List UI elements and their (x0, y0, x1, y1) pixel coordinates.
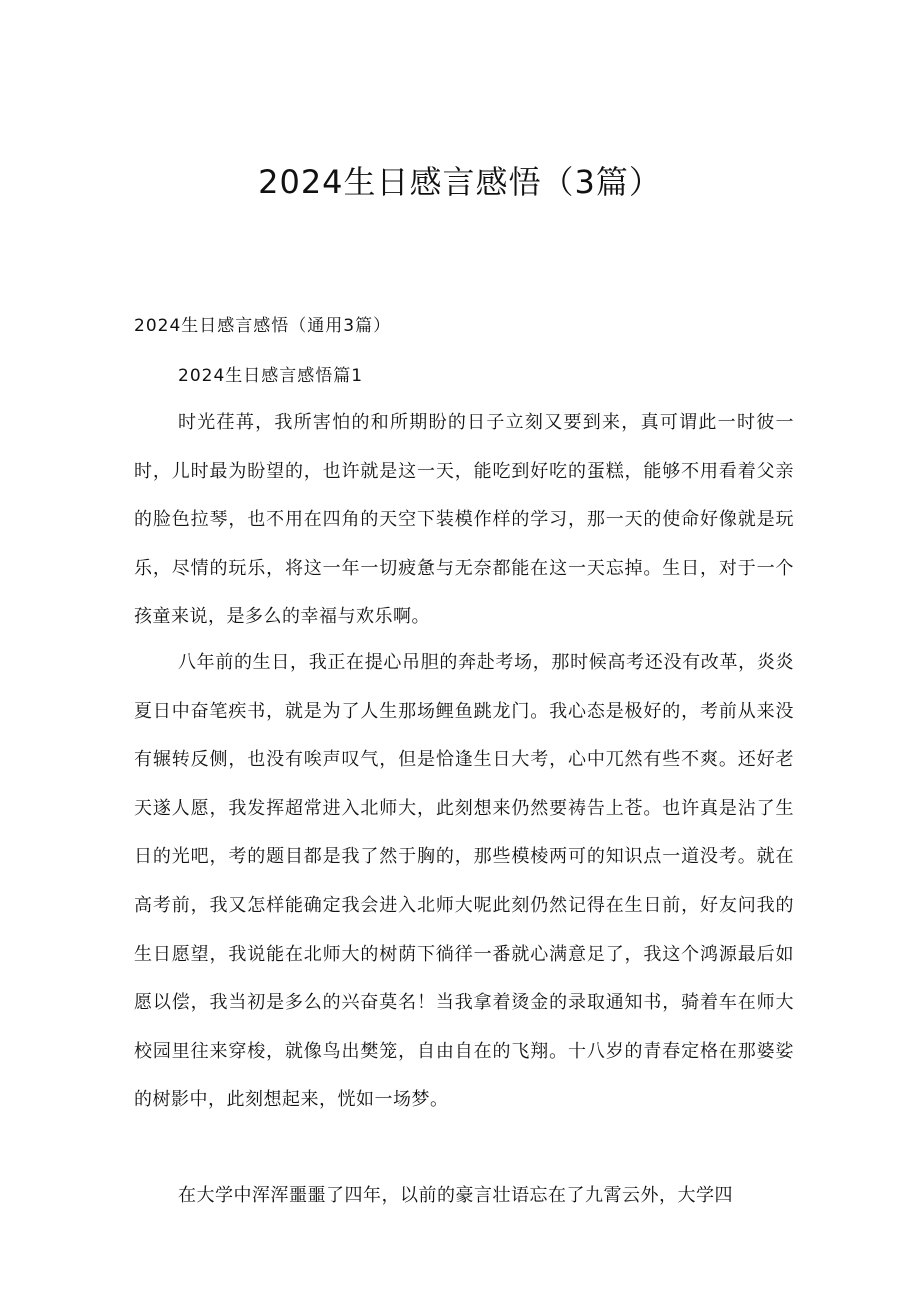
body-text-block-2 (134, 639, 794, 1125)
document-subtitle: 2024生日感言感悟（通用3篇） (134, 316, 392, 336)
section-heading: 2024生日感言感悟篇1 (178, 366, 364, 386)
body-text-block-3 (134, 1172, 794, 1221)
body-text-block-1 (134, 399, 794, 642)
paragraph-2: 八年前的生日，我正在提心吊胆的奔赴考场，那时候高考还没有改革，炎炎夏日中奋笔疾书，就是为了人生那场鲤鱼跳龙门。我心态是极好的，考前从来没有辗转反侧，也没有唉声叹气，但是恰逢生日大考，心中兀然有些不爽。还好老天遂人愿，我发挥超常进入北师大，此刻想来仍然要祷告上苍。也许真是沾了生日的光吧，考的题目都是我了然于胸的，那些模棱两可的知识点一道没考。就在高考前，我又怎样能确定我会进入北师大呢此刻仍然记得在生日前，好友问我的生日愿望，我说能在北师大的树荫下徜徉一番就心满意足了，我这个鸿源最后如愿以偿，我当初是多么的兴奋莫名！当我拿着烫金的录取通知书，骑着车在师大校园里往来穿梭，就像鸟出樊笼，自由自在的飞翔。十八岁的青春定格在那婆娑的树影中，此刻想起来，恍如一场梦。 (134, 652, 794, 1111)
paragraph-3: 在大学中浑浑噩噩了四年，以前的豪言壮语忘在了九霄云外，大学四 (178, 1185, 733, 1206)
document-title: 2024生日感言感悟（3篇） (258, 163, 662, 201)
paragraph-1: 时光荏苒，我所害怕的和所期盼的日子立刻又要到来，真可谓此一时彼一时，儿时最为盼望的，也许就是这一天，能吃到好吃的蛋糕，能够不用看着父亲的脸色拉琴，也不用在四角的天空下装模作样的学习，那一天的使命好像就是玩乐，尽情的玩乐，将这一年一切疲惫与无奈都能在这一天忘掉。生日，对于一个孩童来说，是多么的幸福与欢乐啊。 (134, 412, 794, 628)
